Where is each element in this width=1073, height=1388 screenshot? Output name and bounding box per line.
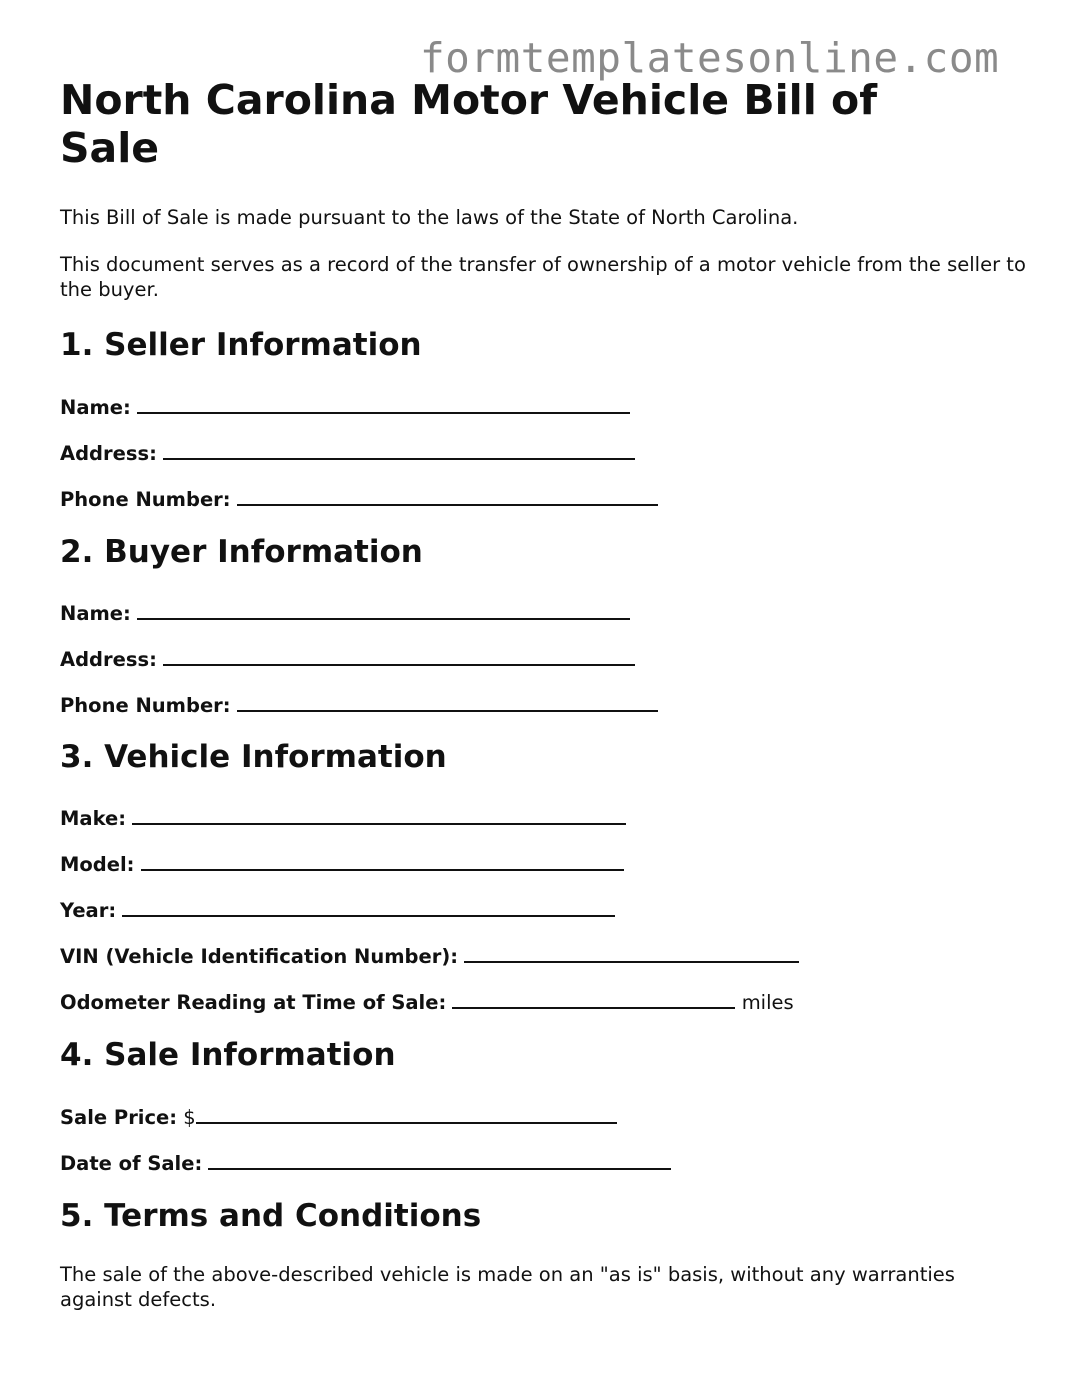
vehicle-make-field <box>60 802 626 831</box>
intro-paragraph: This document serves as a record of the transfer of ownership of a motor vehicle from the seller to the buyer. <box>60 253 1026 301</box>
vehicle-odometer-input[interactable] <box>452 986 735 1009</box>
vehicle-year-input[interactable] <box>122 894 615 917</box>
buyer-phone-input[interactable] <box>237 689 658 712</box>
vehicle-vin-input[interactable] <box>464 940 799 963</box>
vehicle-vin-label: VIN (Vehicle Identification Number): <box>60 945 459 968</box>
sale-price-label: Sale Price: <box>60 1106 178 1129</box>
vehicle-model-label: Model: <box>60 853 135 876</box>
seller-address-input[interactable] <box>163 437 635 460</box>
buyer-address-field <box>60 643 635 672</box>
vehicle-year-field <box>60 894 615 923</box>
vehicle-year-label: Year: <box>60 899 117 922</box>
sale-price-input[interactable] <box>196 1101 617 1124</box>
sale-date-label: Date of Sale: <box>60 1152 203 1175</box>
seller-address-field <box>60 437 635 466</box>
vehicle-odometer-label: Odometer Reading at Time of Sale: <box>60 991 447 1014</box>
sale-date-field <box>60 1147 671 1176</box>
vehicle-vin-field <box>60 940 799 969</box>
terms-text: The sale of the above-described vehicle is made on an "as is" basis, without any warranties against defects. <box>60 1263 955 1311</box>
vehicle-odometer-field <box>60 986 794 1015</box>
terms-section-heading: 5. Terms and Conditions <box>60 1198 482 1234</box>
sale-date-input[interactable] <box>208 1147 671 1170</box>
vehicle-model-field <box>60 848 624 877</box>
buyer-name-field <box>60 597 630 626</box>
odometer-unit: miles <box>741 991 794 1014</box>
buyer-name-label: Name: <box>60 602 131 625</box>
buyer-phone-field <box>60 689 658 718</box>
sale-price-field <box>60 1101 617 1130</box>
sale-section-heading: 4. Sale Information <box>60 1037 396 1073</box>
intro-paragraph: This Bill of Sale is made pursuant to the laws of the State of North Carolina. <box>60 206 799 229</box>
currency-symbol: $ <box>183 1106 196 1129</box>
vehicle-make-label: Make: <box>60 807 127 830</box>
page-title: North Carolina Motor Vehicle Bill of Sale <box>60 76 878 172</box>
seller-name-field <box>60 391 630 420</box>
seller-name-input[interactable] <box>137 391 630 414</box>
buyer-name-input[interactable] <box>137 597 630 620</box>
seller-address-label: Address: <box>60 442 157 465</box>
buyer-address-label: Address: <box>60 648 157 671</box>
seller-section-heading: 1. Seller Information <box>60 327 422 363</box>
buyer-phone-label: Phone Number: <box>60 694 231 717</box>
seller-name-label: Name: <box>60 396 131 419</box>
seller-phone-input[interactable] <box>237 483 658 506</box>
vehicle-section-heading: 3. Vehicle Information <box>60 739 447 775</box>
seller-phone-field <box>60 483 658 512</box>
buyer-address-input[interactable] <box>163 643 635 666</box>
buyer-section-heading: 2. Buyer Information <box>60 534 423 570</box>
seller-phone-label: Phone Number: <box>60 488 231 511</box>
vehicle-make-input[interactable] <box>132 802 626 825</box>
watermark: formtemplatesonline.com <box>420 34 1000 82</box>
vehicle-model-input[interactable] <box>141 848 624 871</box>
